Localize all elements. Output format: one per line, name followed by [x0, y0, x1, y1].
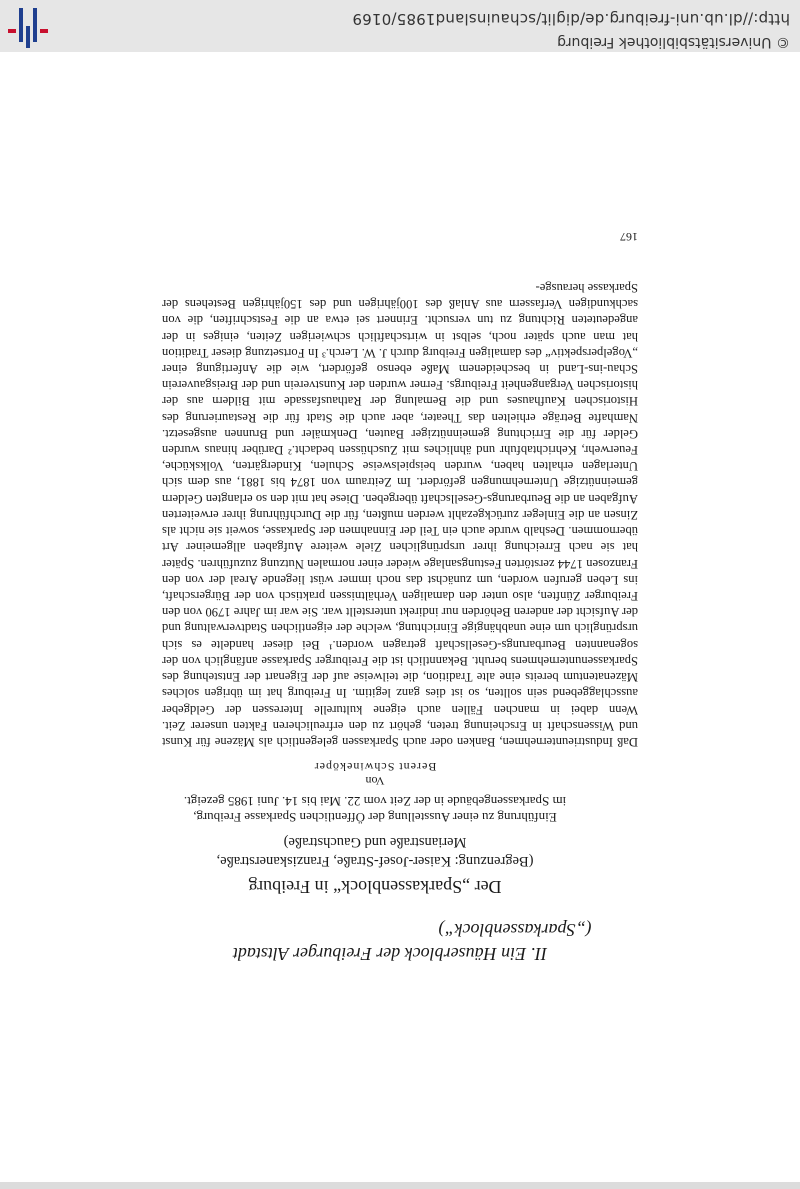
byline-von: Von [365, 774, 385, 788]
ub-freiburg-logo-icon[interactable] [8, 8, 48, 48]
author-name: Berent Schwineköper [313, 760, 437, 774]
page-number: 167 [620, 230, 638, 244]
article-title: Der „Sparkassenblock“ in Freiburg [248, 877, 502, 897]
intro-line-1: Einführung zu einer Ausstellung der Öffentlichen Sparkasse Freiburg, [193, 810, 557, 825]
footer-credit: © Universitätsbibliothek Freiburg [557, 34, 790, 50]
article-body [162, 280, 638, 750]
section-heading: II. Ein Häuserblock der Freiburger Altstadt [232, 944, 548, 964]
body-paragraph: Daß Industrieunternehmen, Banken oder auch Sparkassen gelegentlich als Mäzene für Kunst und Wissenschaft in Erscheinung treten, gehört zu den erfreulicheren Fakten unserer Zeit. Wenn dabei in manchen Fällen auch eigene kulturelle Interessen der Geldgeber ausschlaggebend sein sollten, so ist dies ganz legitim. In Freiburg hat im übrigen solches Mäzenatentum bereits eine alte Tradition, die teilweise auf der Eigenart der Entstehung des Sparkassenunternehmens beruht. Bekanntlich ist die Freiburger Sparkasse anfänglich von der sogenannten Beurbarungs-Gesellschaft getragen worden.¹ Bei dieser handelte es sich ursprünglich um eine unabhängige Einrichtung, welche der eigentlichen Stadtverwaltung und der Aufsicht der anderen Behörden nur indirekt unterstellt war. Sie war im Jahre 1790 von den Freiburger Zünften, also unter den damaligen Verhältnissen praktisch von der Bürgerschaft, ins Leben gerufen worden, um zunächst das noch immer wüst liegende Areal der von den Franzosen 1744 zerstörten Festungsanlage wieder einer normalen Nutzung zuzuführen. Später hat sie nach Erreichung ihrer ursprünglichen Ziele weitere Aufgaben allgemeiner Art übernommen. Deshalb wurde auch ein Teil der Einnahmen der Sparkasse, soweit sie nicht als Zinsen an die Einleger zurückgezahlt werden mußten, für die Durchführung ihrer erweiterten Aufgaben an die Beurbarungs-Gesellschaft übergeben. Diese hat mit den so erlangten Geldern gemeinnützige Unternehmungen gefördert. Im Zeitraum von 1874 bis 1881, aus dem sich Unterlagen erhalten haben, wurden beispielsweise Schulen, Kindergärten, Volksküche, Feuerwehr, Kehrichtabfuhr und ähnliches mit Zuschüssen bedacht.² Darüber hinaus wurden Gelder für die Errichtung gemeinnütziger Bauten, Denkmäler und Brunnen ausgesetzt. Namhafte Beträge erhielten das Theater, aber auch die Stadt für die Restaurierung des Historischen Kaufhauses und die Bemalung der Rathausfassade mit Bildern aus der historischen Vergangenheit Freiburgs. Ferner wurden der Kunstverein und der Breisgauverein Schau-ins-Land in bescheidenem Maße ebenso gefördert, wie die Anfertigung einer „Vogelperspektiv“ des damaligen Freiburg durch J. W. Lerch.³ In Fortsetzung dieser Tradition hat man auch später noch, selbst in wirtschaftlich schwierigen Zeiten, einiges in der angedeuteten Richtung zu tun versucht. Erinnert sei etwa an die Festschriften, die von sachkundigen Verfassern aus Anlaß des 100jährigen und des 150jährigen Bestehens der Sparkasse herausge- [162, 280, 638, 749]
article-subtitle-2: Merianstraße und Gauchstraße) [283, 834, 467, 850]
article-subtitle-1: (Begrenzung: Kaiser-Josef-Straße, Franziskanerstraße, [216, 853, 534, 869]
intro-line-2: im Sparkassengebäude in der Zeit vom 22. Mai bis 14. Juni 1985 gezeigt. [183, 794, 567, 809]
footer-bar [0, 0, 800, 52]
section-heading-sub: („Sparkassenblock“) [438, 920, 592, 940]
footer-url-link[interactable]: http://dl.ub.uni-freiburg.de/diglit/schauinsland1985/0169 [352, 10, 790, 28]
bottom-strip [0, 1182, 800, 1189]
